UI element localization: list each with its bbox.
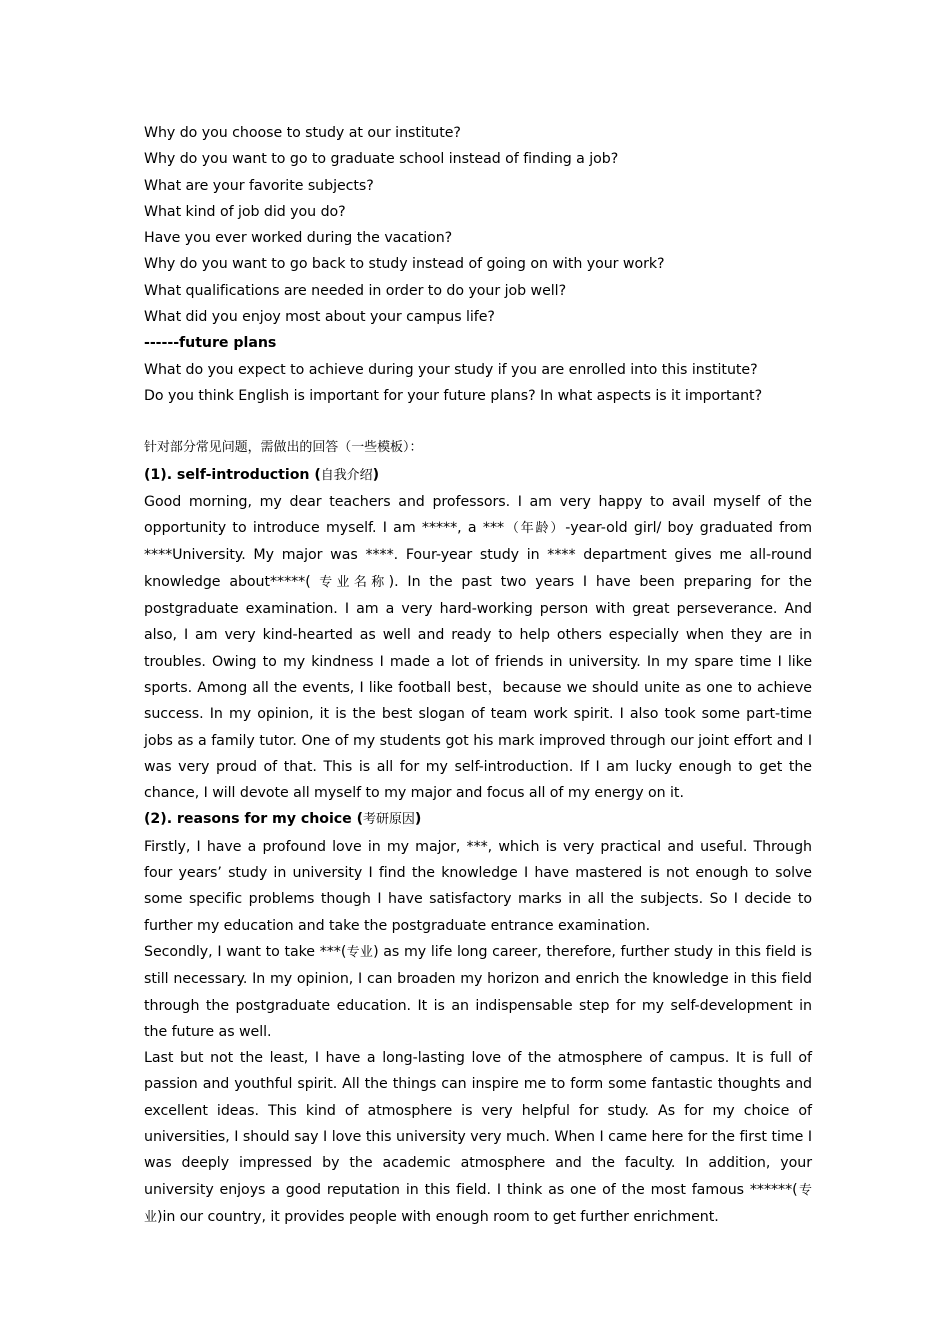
heading-text: (1). self-introduction ( [144,466,321,483]
heading-close: ) [414,811,422,828]
paragraph-text: Good morning, my dear teachers and professors. I am very happy to avail myself of the opportunity to introduce myself. I am *****, a *** [144,493,812,537]
paragraph-text: -year-old girl/ boy graduated from ****University. My major was ****. Four-year study in **** department gives me all-round knowledge about*****( [144,520,812,590]
heading-close: ) [372,466,380,483]
future-plans-heading: ------future plans [144,335,277,352]
question-line: What qualifications are needed in order to do your job well? [144,282,567,299]
question-line: Why do you choose to study at our institute? [144,125,461,141]
paragraph-text: Last but not the least, I have a long-lasting love of the atmosphere of campus. It is full of passion and youthful spirit. All the things can inspire me to form some fantastic thoughts and excellent ideas. This kind of atmosphere is very helpful for study. As for my choice of universities, I should say I love this university very much. When I came here for the first time I was deeply impressed by the academic atmosphere and the faculty. In addition, your university enjoys a good reputation in this field. I think as one of the most famous ******( [144,1050,812,1198]
paragraph-text: ). In the past two years I have been preparing for the postgraduate examination. I am a very hard-working person with great perseverance. And also, I am very kind-hearted as well and ready to help others especially when they are in troubles. Owing to my kindness I made a lot of friends in university. In my spare time I like sports. Among all the events, I like football best，because we should unite as one to achieve success. In my opinion, it is the best slogan of team work spirit. I also took some part-time jobs as a family tutor. One of my students got his mark improved through our joint effort and I was very proud of that. This is all for my self-introduction. If I am lucky enough to get the chance, I will devote all myself to my major and focus all of my energy on it. [144,573,812,802]
paragraph-text: )in our country, it provides people with enough room to get further enrichment. [156,1208,719,1225]
question-line: Why do you want to go back to study instead of going on with your work? [144,256,665,273]
reasons-paragraph-3 [144,1045,812,1231]
question-line: What do you expect to achieve during your study if you are enrolled into this institute? [144,361,758,378]
question-line: Why do you want to go to graduate school instead of finding a job? [144,151,619,168]
heading-chinese-text: 自我介绍 [320,467,373,483]
document-content [144,120,812,1231]
question-line: Do you think English is important for your future plans? In what aspects is it important? [144,387,763,404]
question-line: What are your favorite subjects? [144,177,374,194]
heading-chinese-text: 考研原因 [363,812,415,828]
question-line: What did you enjoy most about your campus life? [144,309,495,326]
section-heading-reasons [144,806,812,833]
question-line: Have you ever worked during the vacation? [144,230,453,247]
question-line: What kind of job did you do? [144,203,346,220]
chinese-note: 专业 [346,944,374,960]
answers-intro: 针对部分常见问题，需做出的回答（一些模板）： [144,440,423,456]
chinese-note: 专业名称 [310,574,389,590]
reasons-paragraph-1: Firstly, I have a profound love in my major, ***, which is very practical and useful. Through four years’ study in university I find the knowledge I have mastered is not enough to solve some specific problems though I have satisfactory marks in all the subjects. So I decide to further my education and take the postgraduate entrance examination. [144,838,812,934]
section-heading-self-introduction [144,462,812,489]
heading-text: (2). reasons for my choice ( [144,811,364,828]
paragraph-text: Secondly, I want to take ***( [144,943,347,960]
chinese-note: （年龄） [504,521,566,537]
reasons-paragraph-2 [144,939,812,1045]
chinese-note: 专业 [144,1182,813,1225]
self-introduction-paragraph [144,489,812,807]
paragraph-text: ) as my life long career, therefore, further study in this field is still necessary. In my opinion, I can broaden my horizon and enrich the knowledge in this field through the postgraduate education. It is an indispensable step for my self-development in the future as well. [144,943,813,1040]
